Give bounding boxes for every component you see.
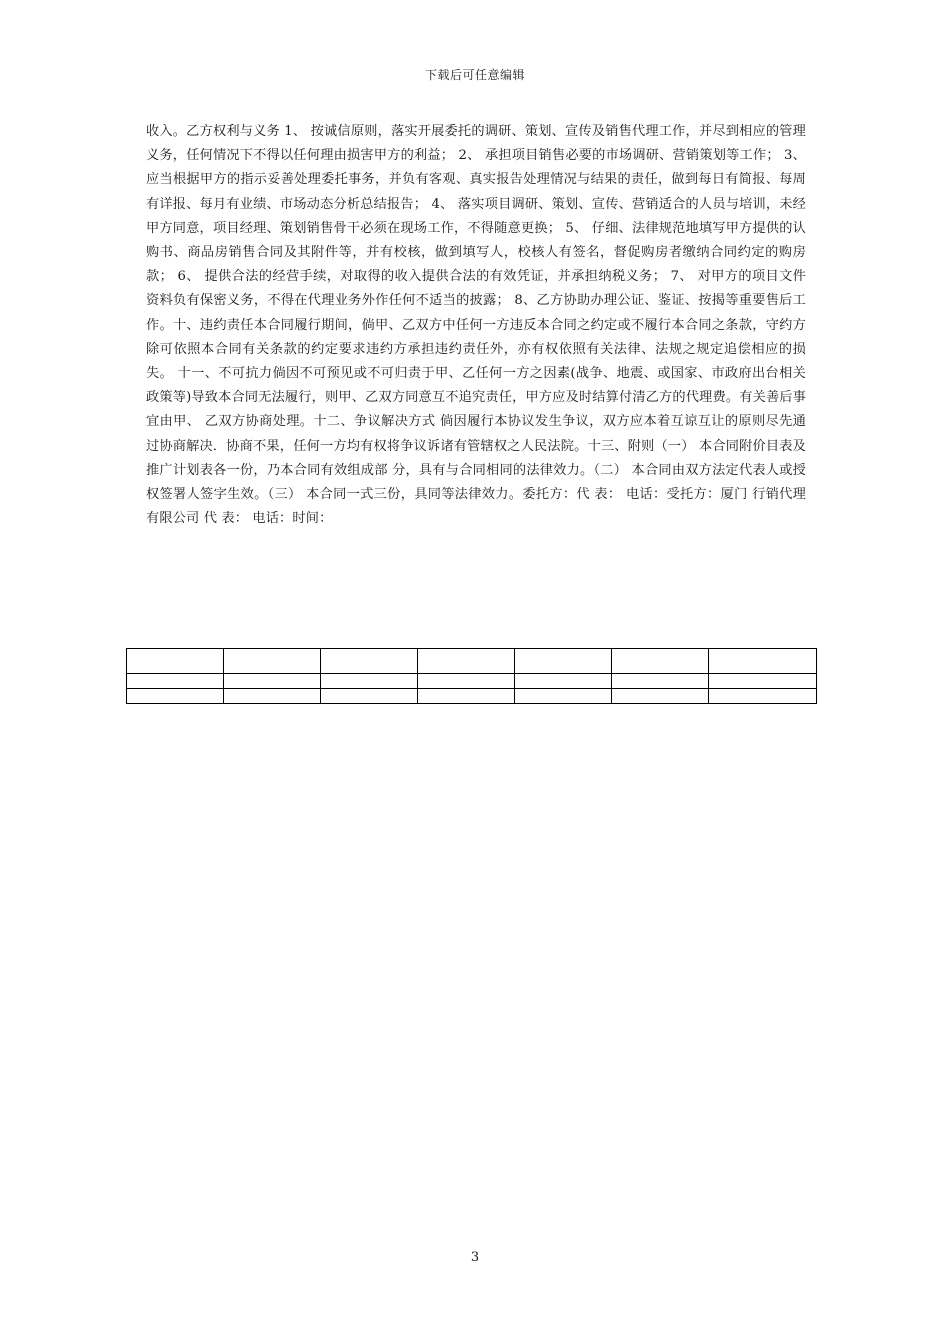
table-cell: [418, 674, 515, 689]
table-cell: [321, 689, 418, 704]
table-cell: [612, 649, 709, 674]
table-cell: [418, 689, 515, 704]
table-cell: [127, 689, 224, 704]
table-row: [127, 689, 817, 704]
table-cell: [709, 649, 817, 674]
empty-table: [126, 648, 817, 704]
table-cell: [127, 674, 224, 689]
table-cell: [612, 689, 709, 704]
contract-body: [146, 120, 806, 531]
table-cell: [709, 689, 817, 704]
page-number: 3: [470, 1250, 480, 1265]
table-row: [127, 674, 817, 689]
table-cell: [321, 674, 418, 689]
table-row: [127, 649, 817, 674]
table-cell: [709, 674, 817, 689]
table-cell: [127, 649, 224, 674]
page-header: 下载后可任意编辑: [424, 68, 525, 82]
table-cell: [224, 689, 321, 704]
table-cell: [418, 649, 515, 674]
table-cell: [515, 674, 612, 689]
contract-paragraph: 收入。乙方权利与义务 1、 按诚信原则，落实开展委托的调研、策划、宣传及销售代理工作，并尽到相应的管理义务，任何情况下不得以任何理由损害甲方的利益； 2、 承担项目销售必要的市场调研、营销策划等工作； 3、 应当根据甲方的指示妥善处理委托事务，并负有客观、真实报告处理情况与结果的责任，做到每日有简报、每周有详报、每月有业绩、市场动态分析总结报告； 4、 落实项目调研、策划、宣传、营销适合的人员与培训，未经甲方同意，项目经理、策划销售骨干必须在现场工作，不得随意更换； 5、 仔细、法律规范地填写甲方提供的认购书、商品房销售合同及其附件等，并有校核，做到填写人，校核人有签名，督促购房者缴纳合同约定的购房款； 6、 提供合法的经营手续，对取得的收入提供合法的有效凭证，并承担纳税义务； 7、 对甲方的项目文件资料负有保密义务，不得在代理业务外作任何不适当的披露； 8、乙方协助办理公证、鉴证、按揭等重要售后工作。十、违约责任本合同履行期间，倘甲、乙双方中任何一方违反本合同之约定或不履行本合同之条款，守约方除可依照本合同有关条款的约定要求违约方承担违约责任外，亦有权依照有关法律、法规之规定追偿相应的损失。 十一、不可抗力倘因不可预见或不可归责于甲、乙任何一方之因素(战争、地震、或国家、市政府出台相关政策等)导致本合同无法履行，则甲、乙双方同意互不追究责任，甲方应及时结算付清乙方的代理费。有关善后事宜由甲、 乙双方协商处理。十二、争议解决方式 倘因履行本协议发生争议，双方应本着互谅互让的原则尽先通过协商解决．协商不果，任何一方均有权将争议诉诸有管辖权之人民法院。十三、附则（一） 本合同附价目表及推广计划表各一份，乃本合同有效组成部 分，具有与合同相同的法律效力。（二） 本合同由双方法定代表人或授权签署人签字生效。（三） 本合同一式三份，具同等法律效力。委托方：代 表： 电话：受托方：厦门 行销代理有限公司 代 表： 电话：时间：: [146, 124, 807, 527]
table-cell: [224, 649, 321, 674]
table-cell: [224, 674, 321, 689]
table-cell: [612, 674, 709, 689]
table-cell: [515, 689, 612, 704]
table-cell: [515, 649, 612, 674]
table-cell: [321, 649, 418, 674]
